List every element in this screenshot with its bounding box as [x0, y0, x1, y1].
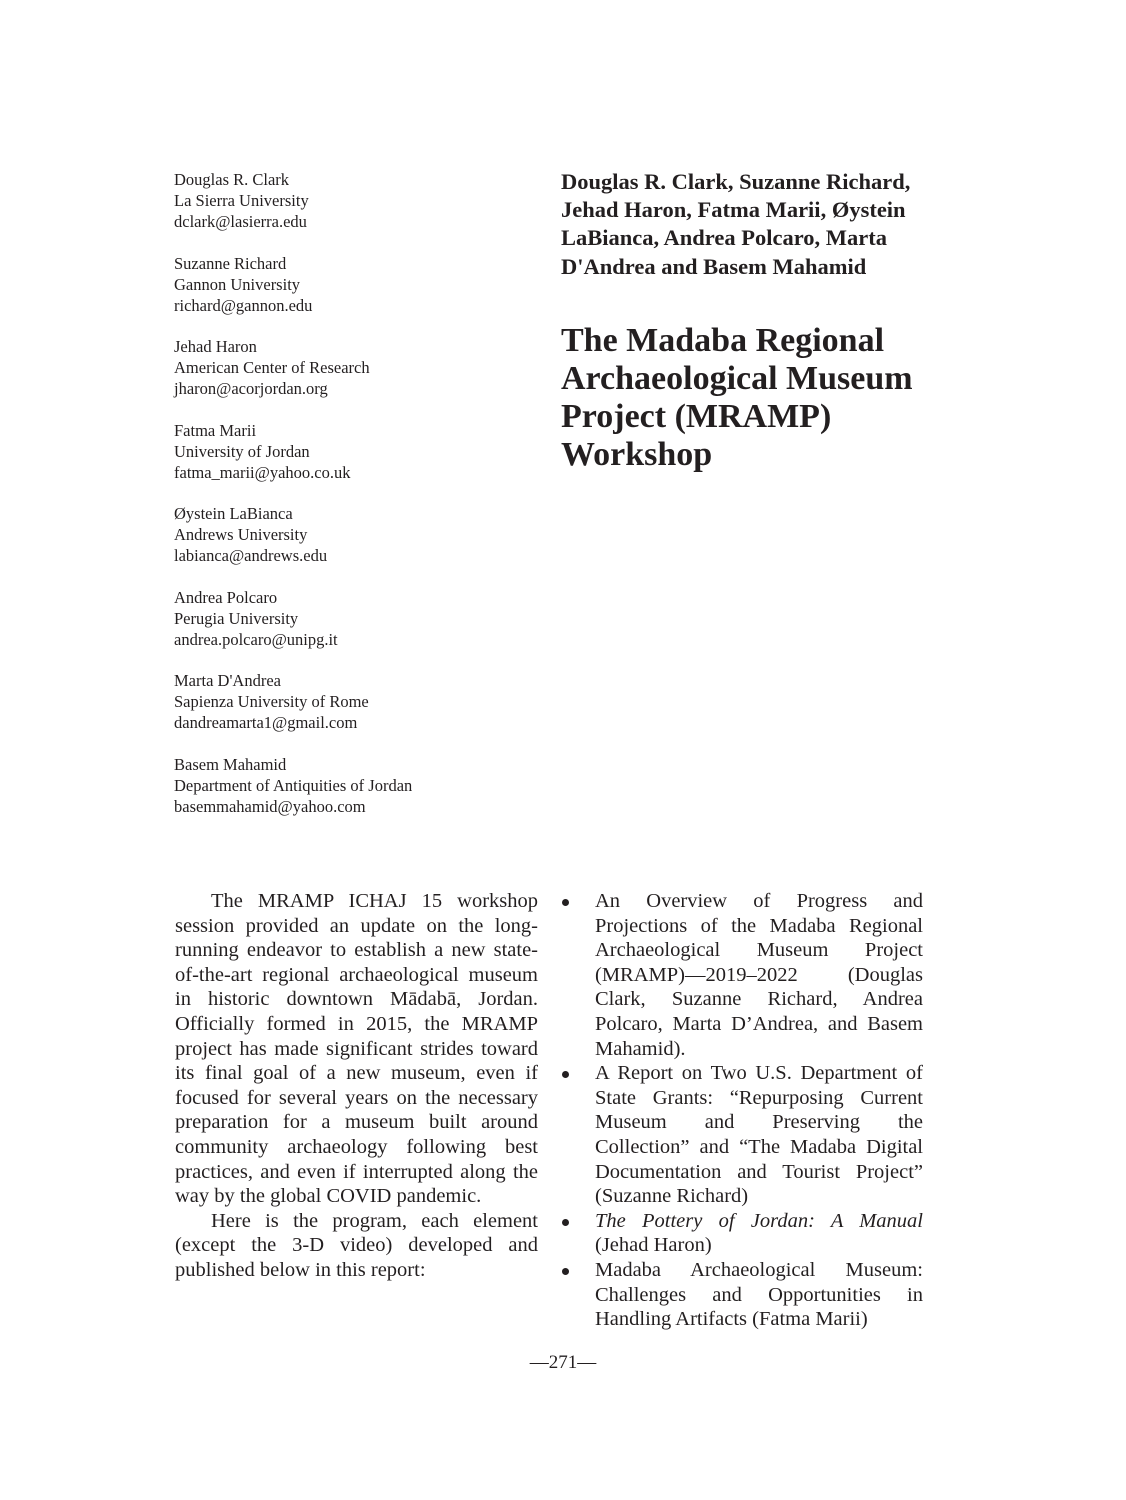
author-institution: Perugia University: [174, 608, 299, 628]
article-title: The Madaba Regional Archaeological Museum Project (MRAMP) Workshop: [561, 321, 913, 473]
author-institution: University of Jordan: [174, 441, 310, 461]
affiliation-block: [174, 754, 504, 817]
program-item-text: (Jehad Haron): [595, 1234, 712, 1257]
affiliation-block: [174, 420, 504, 483]
program-list-column: [560, 889, 923, 1332]
page-number: —271—: [529, 1352, 597, 1373]
author-name: Jehad Haron: [174, 337, 257, 356]
author-email: dclark@lasierra.edu: [174, 212, 307, 231]
author-name: Douglas R. Clark: [174, 170, 290, 189]
affiliation-block: [174, 169, 504, 232]
affiliation-block: [174, 503, 504, 566]
affiliation-block: [174, 253, 504, 316]
author-name: Basem Mahamid: [174, 754, 287, 774]
author-name: Andrea Polcaro: [174, 587, 278, 607]
program-item: [560, 1209, 923, 1258]
affiliation-block: [174, 670, 504, 733]
bullet-icon: [562, 1071, 569, 1078]
bullet-icon: [562, 1268, 569, 1275]
body-paragraph: The MRAMP ICHAJ 15 workshop session provided an update on the long-running endeavor to establish a new state-of-the-art regional archaeological museum in historic downtown Mādabā, Jordan. Officially formed in 2015, the MRAMP project has made significant strides toward its final goal of a new museum, even if focused for several years on the necessary preparation for a museum built around community archaeology following best practices, and even if interrupted along the way by the global COVID pandemic.: [175, 890, 538, 1208]
author-byline: Douglas R. Clark, Suzanne Richard, Jehad Haron, Fatma Marii, Øystein LaBianca, Andrea Polcaro, Marta D'Andrea and Basem Mahamid: [561, 169, 911, 279]
author-institution: Sapienza University of Rome: [174, 692, 369, 711]
body-text-column: [175, 889, 538, 1283]
author-email: fatma_marii@yahoo.co.uk: [174, 462, 351, 482]
program-item: [560, 1258, 923, 1332]
author-email: andrea.polcaro@unipg.it: [174, 629, 338, 649]
program-item: [560, 1061, 923, 1209]
author-email: dandreamarta1@gmail.com: [174, 713, 358, 732]
author-email: labianca@andrews.edu: [174, 546, 328, 565]
author-institution: La Sierra University: [174, 191, 309, 210]
affiliation-block: [174, 587, 504, 650]
author-institution: Gannon University: [174, 274, 301, 294]
program-item-text: An Overview of Progress and Projections of the Madaba Regional Archaeological Museum Project (MRAMP)—2019–2022 (Douglas Clark, Suzanne Richard, Andrea Polcaro, Marta D’Andrea, and Basem Mahamid).: [595, 890, 923, 1060]
program-item-italic: The Pottery of Jordan: A Manual: [595, 1209, 923, 1232]
program-item-text: Madaba Archaeological Museum: Challenges and Opportunities in Handling Artifacts (Fatma Marii): [595, 1258, 923, 1331]
author-name: Øystein LaBianca: [174, 504, 293, 523]
author-institution: Department of Antiquities of Jordan: [174, 775, 413, 795]
article-header: [561, 168, 931, 474]
program-item: [560, 889, 923, 1061]
author-name: Marta D'Andrea: [174, 671, 281, 690]
bullet-icon: [562, 899, 569, 906]
author-institution: American Center of Research: [174, 358, 370, 377]
author-email: richard@gannon.edu: [174, 295, 313, 315]
author-email: jharon@acorjordan.org: [174, 379, 328, 398]
bullet-icon: [562, 1219, 569, 1226]
author-email: basemmahamid@yahoo.com: [174, 796, 366, 816]
author-institution: Andrews University: [174, 525, 308, 544]
program-item-text: A Report on Two U.S. Department of State Grants: “Repurposing Current Museum and Preserving the Collection” and “The Madaba Digital Documentation and Tourist Project” (Suzanne Richard): [595, 1062, 923, 1208]
body-paragraph: Here is the program, each element (except the 3-D video) developed and published below in this report:: [175, 1209, 538, 1281]
author-affiliations: [174, 169, 504, 837]
affiliation-block: [174, 336, 504, 399]
author-name: Suzanne Richard: [174, 253, 287, 273]
author-name: Fatma Marii: [174, 420, 257, 440]
program-list: [560, 889, 923, 1332]
